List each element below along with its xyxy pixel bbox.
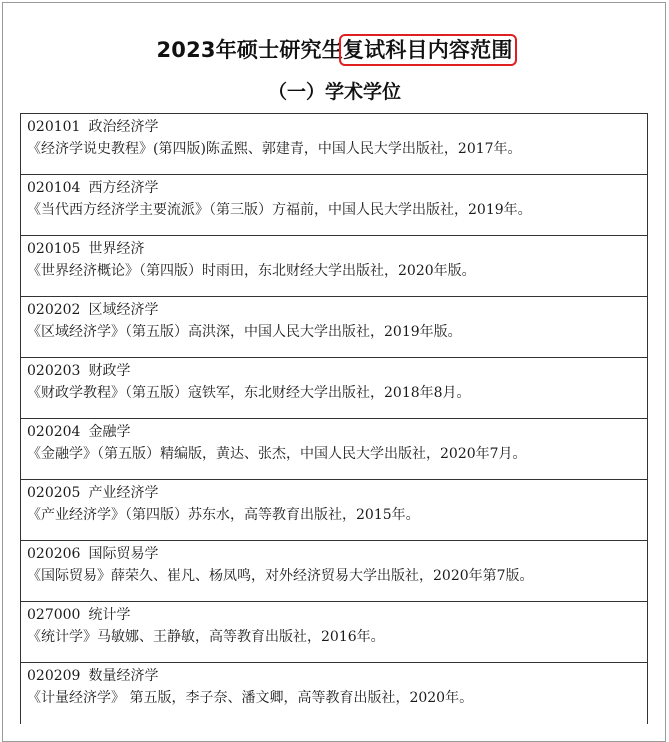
table-row [21, 541, 647, 602]
subject-code: 020104 [27, 180, 81, 196]
subject-reference: 《经济学说史教程》(第四版)陈孟熙、郭建青，中国人民大学出版社，2017年。 [27, 141, 522, 157]
subject-code: 027000 [27, 607, 81, 623]
subject-heading [27, 361, 647, 381]
subject-code: 020205 [27, 485, 81, 501]
subject-name: 财政学 [88, 363, 131, 379]
subject-name: 统计学 [88, 607, 131, 623]
table-row [21, 114, 647, 175]
subject-heading [27, 666, 647, 686]
subject-reference: 《当代西方经济学主要流派》（第三版）方福前，中国人民大学出版社，2019年。 [27, 202, 532, 218]
subject-heading [27, 605, 647, 625]
section-subtitle: （一）学术学位 [267, 81, 401, 103]
subject-reference: 《计量经济学》 第五版，李子奈、潘文卿，高等教育出版社，2020年。 [27, 690, 474, 706]
subject-name: 区域经济学 [88, 302, 159, 318]
table-row [21, 236, 647, 297]
page-title [0, 35, 669, 65]
subject-heading [27, 178, 647, 198]
subject-reference: 《国际贸易》薛荣久、崔凡、杨凤鸣，对外经济贸易大学出版社，2020年第7版。 [27, 568, 534, 584]
subject-code: 020209 [27, 668, 81, 684]
table-row [21, 297, 647, 358]
subject-code: 020204 [27, 424, 81, 440]
subject-code: 020105 [27, 241, 81, 257]
subject-table [20, 113, 648, 724]
subject-heading [27, 117, 647, 137]
subject-reference: 《产业经济学》（第四版）苏东水，高等教育出版社，2015年。 [27, 507, 420, 523]
subject-name: 数量经济学 [88, 668, 159, 684]
subject-name: 金融学 [88, 424, 131, 440]
title-highlight-box: 复试科目内容范围 [342, 38, 513, 62]
subject-name: 世界经济 [88, 241, 145, 257]
subject-heading [27, 544, 647, 564]
subject-code: 020101 [27, 119, 81, 135]
table-row [21, 419, 647, 480]
subject-name: 政治经济学 [88, 119, 159, 135]
table-row [21, 602, 647, 663]
subject-code: 020202 [27, 302, 81, 318]
subject-code: 020203 [27, 363, 81, 379]
subject-name: 产业经济学 [88, 485, 159, 501]
title-prefix: 2023年硕士研究生 [156, 38, 343, 62]
subject-code: 020206 [27, 546, 81, 562]
subject-reference: 《区域经济学》（第五版）高洪深，中国人民大学出版社，2019年版。 [27, 324, 462, 340]
subject-reference: 《世界经济概论》（第四版）时雨田，东北财经大学出版社，2020年版。 [27, 263, 476, 279]
table-row [21, 480, 647, 541]
subject-reference: 《财政学教程》（第五版）寇铁军，东北财经大学出版社，2018年8月。 [27, 385, 471, 401]
subject-heading [27, 483, 647, 503]
subject-heading [27, 422, 647, 442]
subject-reference: 《统计学》马敏娜、王静敏，高等教育出版社，2016年。 [27, 629, 385, 645]
table-row [21, 663, 647, 724]
table-row [21, 358, 647, 419]
subject-reference: 《金融学》（第五版）精编版，黄达、张杰，中国人民大学出版社，2020年7月。 [27, 446, 527, 462]
subject-heading [27, 300, 647, 320]
subject-name: 国际贸易学 [88, 546, 159, 562]
subject-name: 西方经济学 [88, 180, 159, 196]
table-row [21, 175, 647, 236]
subject-heading [27, 239, 647, 259]
